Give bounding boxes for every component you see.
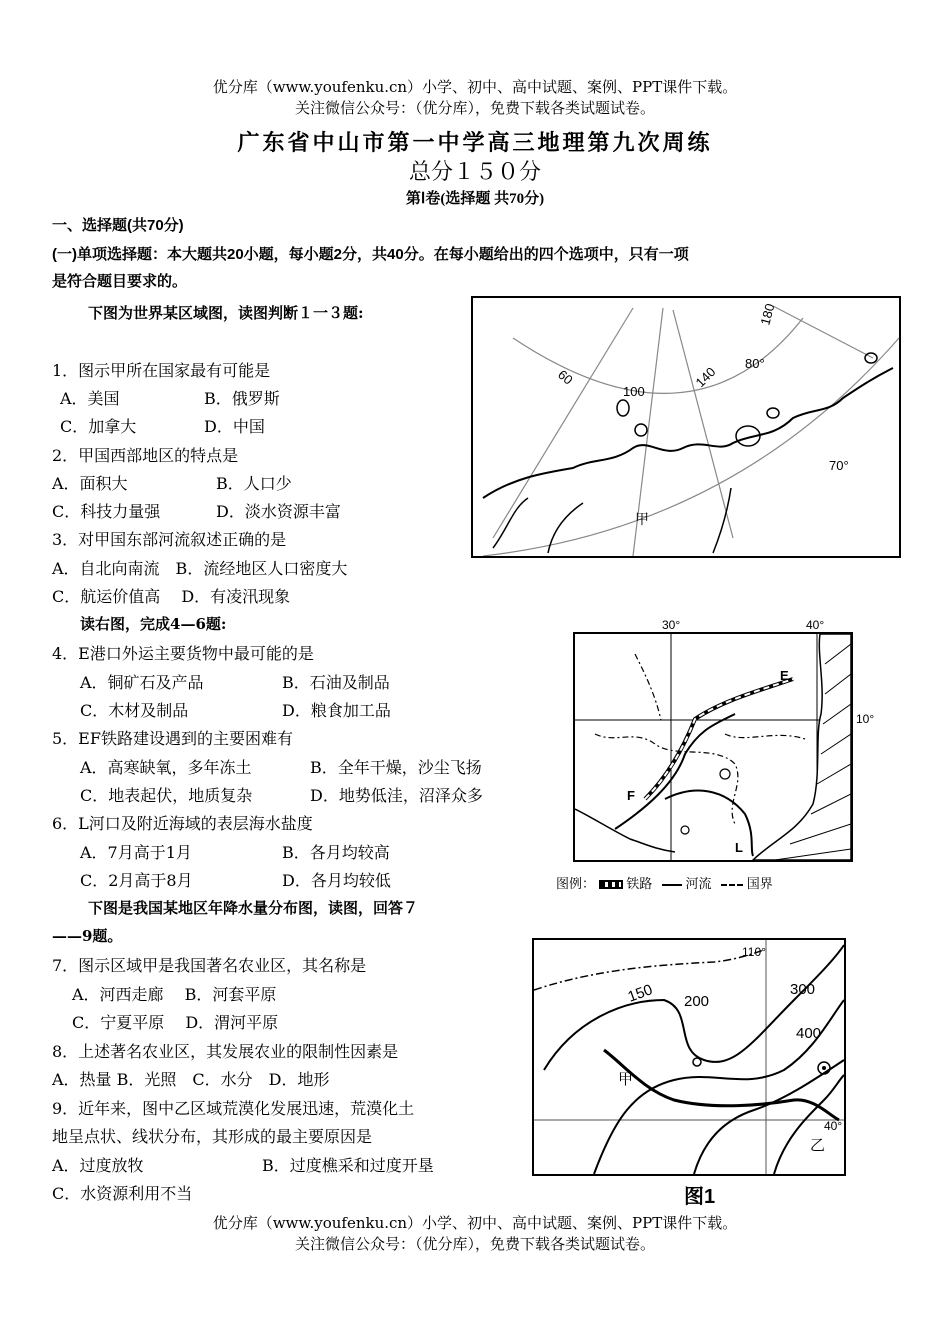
q5-option-b: B．全年干燥，沙尘飞扬 [310,758,482,777]
q1-option-c: C．加拿大 [60,417,137,436]
map-2-railway [645,679,793,799]
map-3-label-yi: 乙 [810,1137,826,1154]
map-1-island-5 [865,353,877,363]
map-1-label-180: 180 [757,301,778,327]
q8-stem: 8．上述著名农业区，其发展农业的限制性因素是 [52,1042,399,1061]
q2-option-b: B．人口少 [216,474,292,493]
header-line-2: 关注微信公众号：（优分库），免费下载各类试题试卷。 [294,99,655,117]
map-1-region [471,296,901,558]
q9-option-c: C．水资源利用不当 [52,1184,193,1203]
map-3-label-150: 150 [625,981,655,1006]
map-1-label-100: 100 [623,384,645,399]
q5-option-c: C．地表起伏，地质复杂 [80,786,253,805]
map-3-label-40: 40° [824,1119,843,1133]
legend-river: 河流 [685,876,712,891]
instructions-line-1: (一)单项选择题：本大题共20小题，每小题2分，共40分。在每小题给出的四个选项中，只有一项 [52,246,689,263]
map-1-island-1 [617,400,629,416]
map-1-island-2 [635,424,647,436]
map-3-svg [534,940,844,1174]
q9-stem-line-1: 9．近年来，图中乙区域荒漠化发展迅速，荒漠化土 [52,1099,415,1118]
q5-option-d: D．地势低洼，沼泽众多 [310,786,483,805]
q6-stem: 6．L河口及附近海域的表层海水盐度 [52,814,313,833]
footer-line-1: 优分库（www.youfenku.cn）小学、初中、高中试题、案例、PPT课件下载。 [212,1214,738,1232]
map-2-label-30 [659,634,677,635]
q2-option-a: A．面积大 [52,474,128,493]
map-1-parallel-70 [483,338,899,556]
map-1-label-60: 60 [555,366,576,388]
map-1-label-80: 80° [745,356,765,371]
intro-q1-3: 下图为世界某区域图，读图判断１一３题: [88,304,364,322]
header-line-1: 优分库（www.youfenku.cn）小学、初中、高中试题、案例、PPT课件下载。 [212,78,738,96]
legend-rail: 铁路 [626,876,653,891]
map-1-svg [473,298,899,556]
q1-stem: 1．图示甲所在国家最有可能是 [52,361,271,380]
intro-q7-9-line-1: 下图是我国某地区年降水量分布图，读图，回答７ [88,899,419,917]
map-1-label-jia: 甲 [635,511,649,527]
legend-border: 国界 [746,876,773,891]
q9-option-a: A．过度放牧 [52,1156,144,1175]
map-2-legend [556,873,773,892]
intro-q4-6: 读右图，完成4—6题: [80,615,227,633]
q5-option-a: A．高寒缺氧，多年冻土 [80,758,252,777]
q8-options: A．热量 B．光照 C．水分 D．地形 [52,1070,330,1089]
map-2-ocean-hatched [753,634,851,860]
q9-stem-line-2: 地呈点状、线状分布，其形成的最主要原因是 [52,1127,373,1146]
q2-option-d: D．淡水资源丰富 [216,502,341,521]
map-3-label-400: 400 [796,1025,822,1042]
q4-option-b: B．石油及制品 [282,673,390,692]
map-1-label-70: 70° [829,458,849,473]
q6-option-d: D．各月均较低 [282,871,391,890]
map-2-coast [575,809,675,852]
q3-stem: 3．对甲国东部河流叙述正确的是 [52,530,287,549]
map-1-meridian-180 [773,306,873,358]
map-3-label-200: 200 [684,993,710,1010]
map-2-label-F: F [627,788,635,803]
q7-stem: 7．图示区域甲是我国著名农业区，其名称是 [52,956,367,975]
map-2-rivers [615,714,753,856]
map-1-island-4 [767,408,779,418]
map-1-coastline [483,368,893,498]
map-1-meridian-60 [493,308,633,538]
map-1-rivers [493,488,731,553]
instructions-line-2: 是符合题目要求的。 [52,273,188,290]
q4-stem: 4．E港口外运主要货物中最可能的是 [52,644,314,663]
map-2-railway-inner [645,679,793,799]
map-3-label-110: 110° [742,945,766,959]
q4-option-c: C．木材及制品 [80,701,189,720]
page-title: 广东省中山市第一中学高三地理第九次周练 [237,130,713,156]
map-2-label-E: E [780,668,789,683]
map-2-label-10: 10° [856,712,875,726]
section-heading: 一、选择题(共70分) [52,217,184,234]
q6-option-a: A．7月高于1月 [80,843,192,862]
map-2-label-30-outside: 30° [662,618,681,632]
q2-stem: 2．甲国西部地区的特点是 [52,446,239,465]
map-2-label-L: L [735,840,743,855]
legend-river-symbol [662,884,682,886]
map-3-precipitation [532,938,846,1176]
q6-option-b: B．各月均较高 [282,843,390,862]
q7-options-cd: C．宁夏平原 D．渭河平原 [72,1013,279,1032]
map-1-label-140: 140 [692,364,719,391]
legend-border-symbol [721,884,743,886]
q1-option-a: A．美国 [60,389,120,408]
footer-line-2: 关注微信公众号：（优分库），免费下载各类试题试卷。 [294,1235,655,1253]
map-2-label-40: 40° [806,618,825,632]
q3-options-cd: C．航运价值高 D．有凌汛现象 [52,587,291,606]
map-3-caption: 图1 [684,1186,716,1208]
map-3-label-300: 300 [790,981,816,998]
q1-option-d: D．中国 [204,417,265,436]
map-1-meridian-140 [673,310,733,538]
map-2-city-1 [720,769,730,779]
volume-title: 第Ⅰ卷(选择题 共70分) [405,191,545,207]
q4-option-a: A．铜矿石及产品 [80,673,204,692]
total-score: 总分１５０分 [408,160,541,185]
legend-title: 图例： [556,876,596,891]
map-3-label-jia: 甲 [618,1071,634,1088]
map-2-svg [575,634,851,860]
map-2-city-2 [681,826,689,834]
q7-options-ab: A．河西走廊 B．河套平原 [72,985,277,1004]
q6-option-c: C．2月高于8月 [80,871,193,890]
q3-options-ab: A．自北向南流 B．流经地区人口密度大 [52,559,348,578]
q1-option-b: B．俄罗斯 [204,389,280,408]
map-3-city-2-dot [822,1066,826,1070]
q9-option-b: B．过度樵采和过度开垦 [262,1156,434,1175]
q5-stem: 5．EF铁路建设遇到的主要困难有 [52,729,293,748]
map-2-region [573,632,853,862]
map-3-city-1 [693,1058,701,1066]
q4-option-d: D．粮食加工品 [282,701,391,720]
intro-q7-9-line-2: ——9题。 [52,927,123,945]
q2-option-c: C．科技力量强 [52,502,161,521]
legend-rail-symbol [599,880,623,889]
